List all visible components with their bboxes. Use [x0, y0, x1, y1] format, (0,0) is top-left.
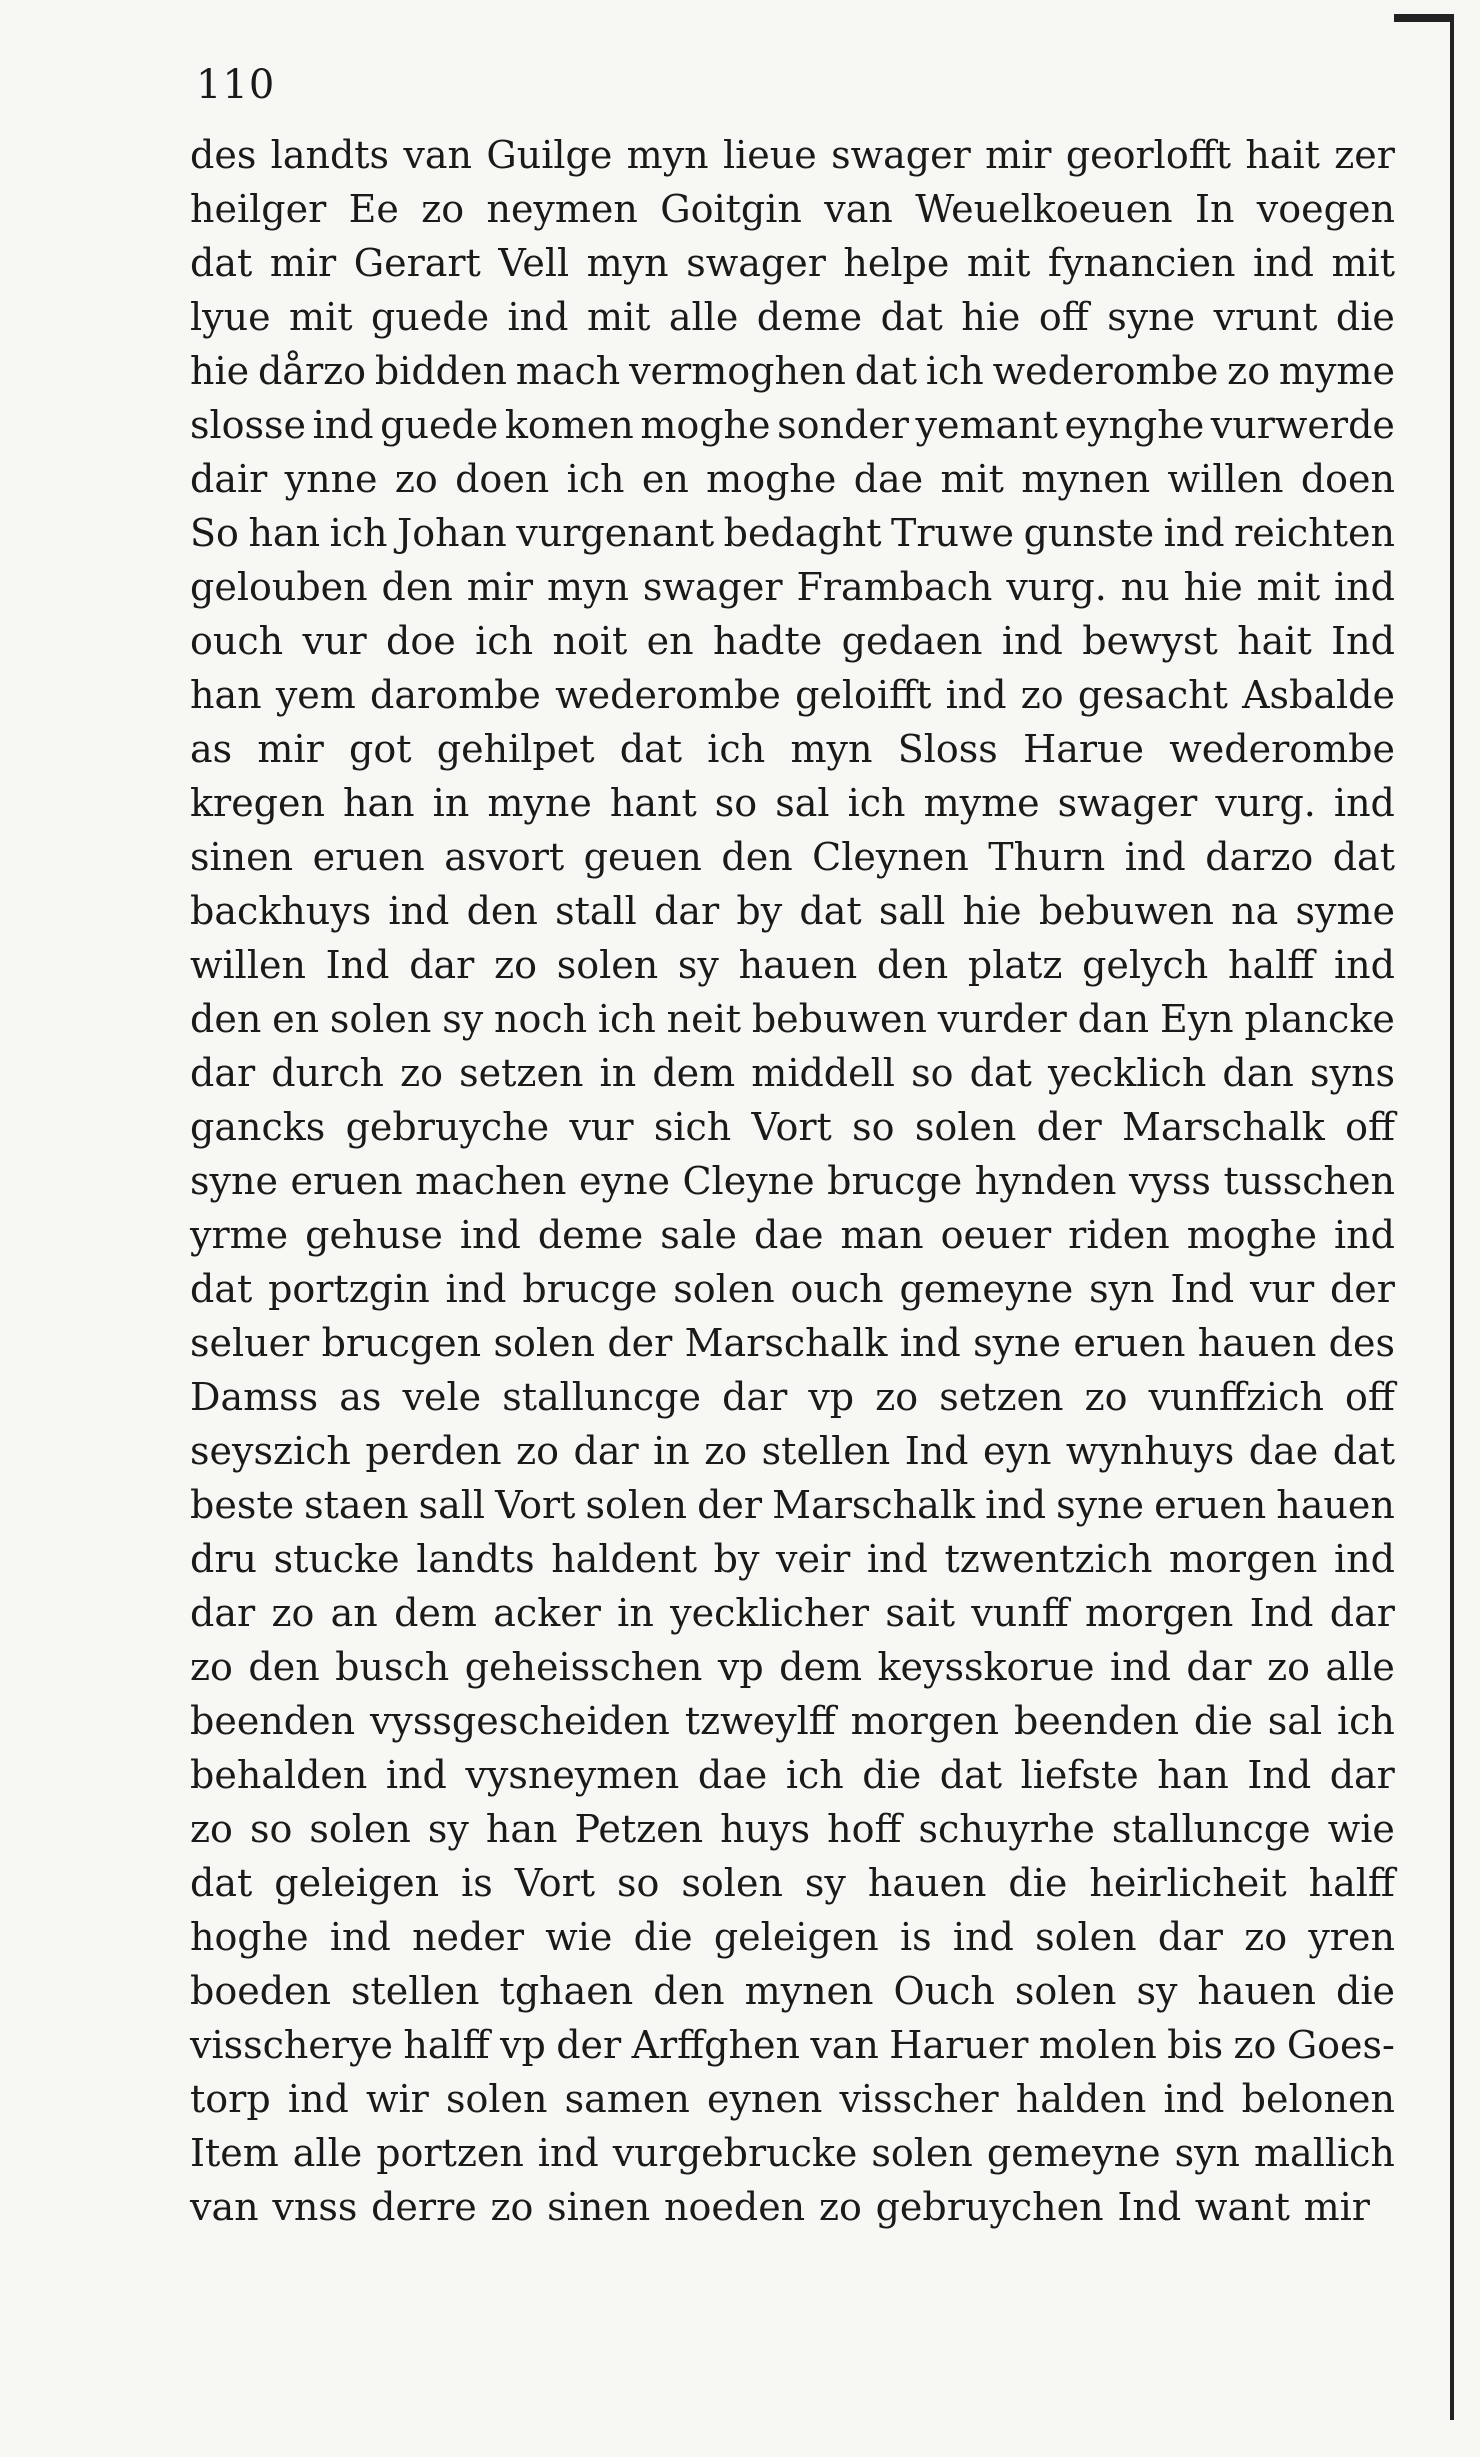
text-line: den en solen sy noch ich neit bebuwen vurder dan Eyn plancke	[190, 997, 1395, 1041]
text-line: dat geleigen is Vort so solen sy hauen die heirlicheit halff	[190, 1861, 1395, 1905]
text-line: boeden stellen tghaen den mynen Ouch solen sy hauen die	[190, 1969, 1395, 2013]
text-line: hie dårzo bidden mach vermoghen dat ich wederombe zo myme	[190, 349, 1395, 393]
text-line: dat portzgin ind brucge solen ouch gemeyne syn Ind vur der	[190, 1267, 1395, 1311]
page-edge-line	[1450, 20, 1454, 2420]
text-line: torp ind wir solen samen eynen visscher halden ind belonen	[190, 2077, 1395, 2121]
text-line: des landts van Guilge myn lieue swager mir georlofft hait zer	[190, 133, 1395, 177]
text-line: seyszich perden zo dar in zo stellen Ind eyn wynhuys dae dat	[190, 1429, 1395, 1473]
text-line: heilger Ee zo neymen Goitgin van Weuelkoeuen In voegen	[190, 187, 1395, 231]
text-line: beste staen sall Vort solen der Marschalk ind syne eruen hauen	[190, 1483, 1395, 1527]
text-line: zo den busch geheisschen vp dem keysskorue ind dar zo alle	[190, 1645, 1395, 1689]
text-line: van vnss derre zo sinen noeden zo gebruychen Ind want mir	[190, 2185, 1370, 2229]
text-line: kregen han in myne hant so sal ich myme swager vurg. ind	[190, 781, 1395, 825]
text-line: han yem darombe wederombe geloifft ind zo gesacht Asbalde	[190, 673, 1395, 717]
text-line: Item alle portzen ind vurgebrucke solen gemeyne syn mallich	[190, 2131, 1395, 2175]
text-line: gancks gebruyche vur sich Vort so solen der Marschalk off	[190, 1105, 1395, 1149]
text-line: hoghe ind neder wie die geleigen is ind solen dar zo yren	[190, 1915, 1395, 1959]
text-line: sinen eruen asvort geuen den Cleynen Thurn ind darzo dat	[190, 835, 1395, 879]
text-line: slosse ind guede komen moghe sonder yemant eynghe vurwerde	[190, 403, 1395, 447]
text-line: seluer brucgen solen der Marschalk ind syne eruen hauen des	[190, 1321, 1395, 1365]
text-line: dar zo an dem acker in yecklicher sait vunff morgen Ind dar	[190, 1591, 1395, 1635]
text-line: syne eruen machen eyne Cleyne brucge hynden vyss tusschen	[190, 1159, 1395, 1203]
text-line: behalden ind vysneymen dae ich die dat liefste han Ind dar	[190, 1753, 1395, 1797]
text-line: dru stucke landts haldent by veir ind tzwentzich morgen ind	[190, 1537, 1395, 1581]
page-edge-top-decoration	[1394, 14, 1454, 22]
text-line: gelouben den mir myn swager Frambach vurg. nu hie mit ind	[190, 565, 1395, 609]
text-line: So han ich Johan vurgenant bedaght Truwe gunste ind reichten	[190, 511, 1395, 555]
text-block	[190, 128, 1395, 2234]
text-line: backhuys ind den stall dar by dat sall hie bebuwen na syme	[190, 889, 1395, 933]
text-line: beenden vyssgescheiden tzweylff morgen beenden die sal ich	[190, 1699, 1395, 1743]
text-line: visscherye halff vp der Arffghen van Haruer molen bis zo Goes-	[190, 2023, 1395, 2067]
text-line: as mir got gehilpet dat ich myn Sloss Harue wederombe	[190, 727, 1395, 771]
text-line: dat mir Gerart Vell myn swager helpe mit fynancien ind mit	[190, 241, 1395, 285]
text-line: dair ynne zo doen ich en moghe dae mit mynen willen doen	[190, 457, 1395, 501]
page-number: 110	[196, 62, 276, 108]
text-line: dar durch zo setzen in dem middell so dat yecklich dan syns	[190, 1051, 1395, 1095]
text-line: lyue mit guede ind mit alle deme dat hie off syne vrunt die	[190, 295, 1395, 339]
text-line: Damss as vele stalluncge dar vp zo setzen zo vunffzich off	[190, 1375, 1395, 1419]
text-line: yrme gehuse ind deme sale dae man oeuer riden moghe ind	[190, 1213, 1395, 1257]
text-line: ouch vur doe ich noit en hadte gedaen ind bewyst hait Ind	[190, 619, 1395, 663]
text-line: willen Ind dar zo solen sy hauen den platz gelych halff ind	[190, 943, 1395, 987]
text-line: zo so solen sy han Petzen huys hoff schuyrhe stalluncge wie	[190, 1807, 1395, 1851]
